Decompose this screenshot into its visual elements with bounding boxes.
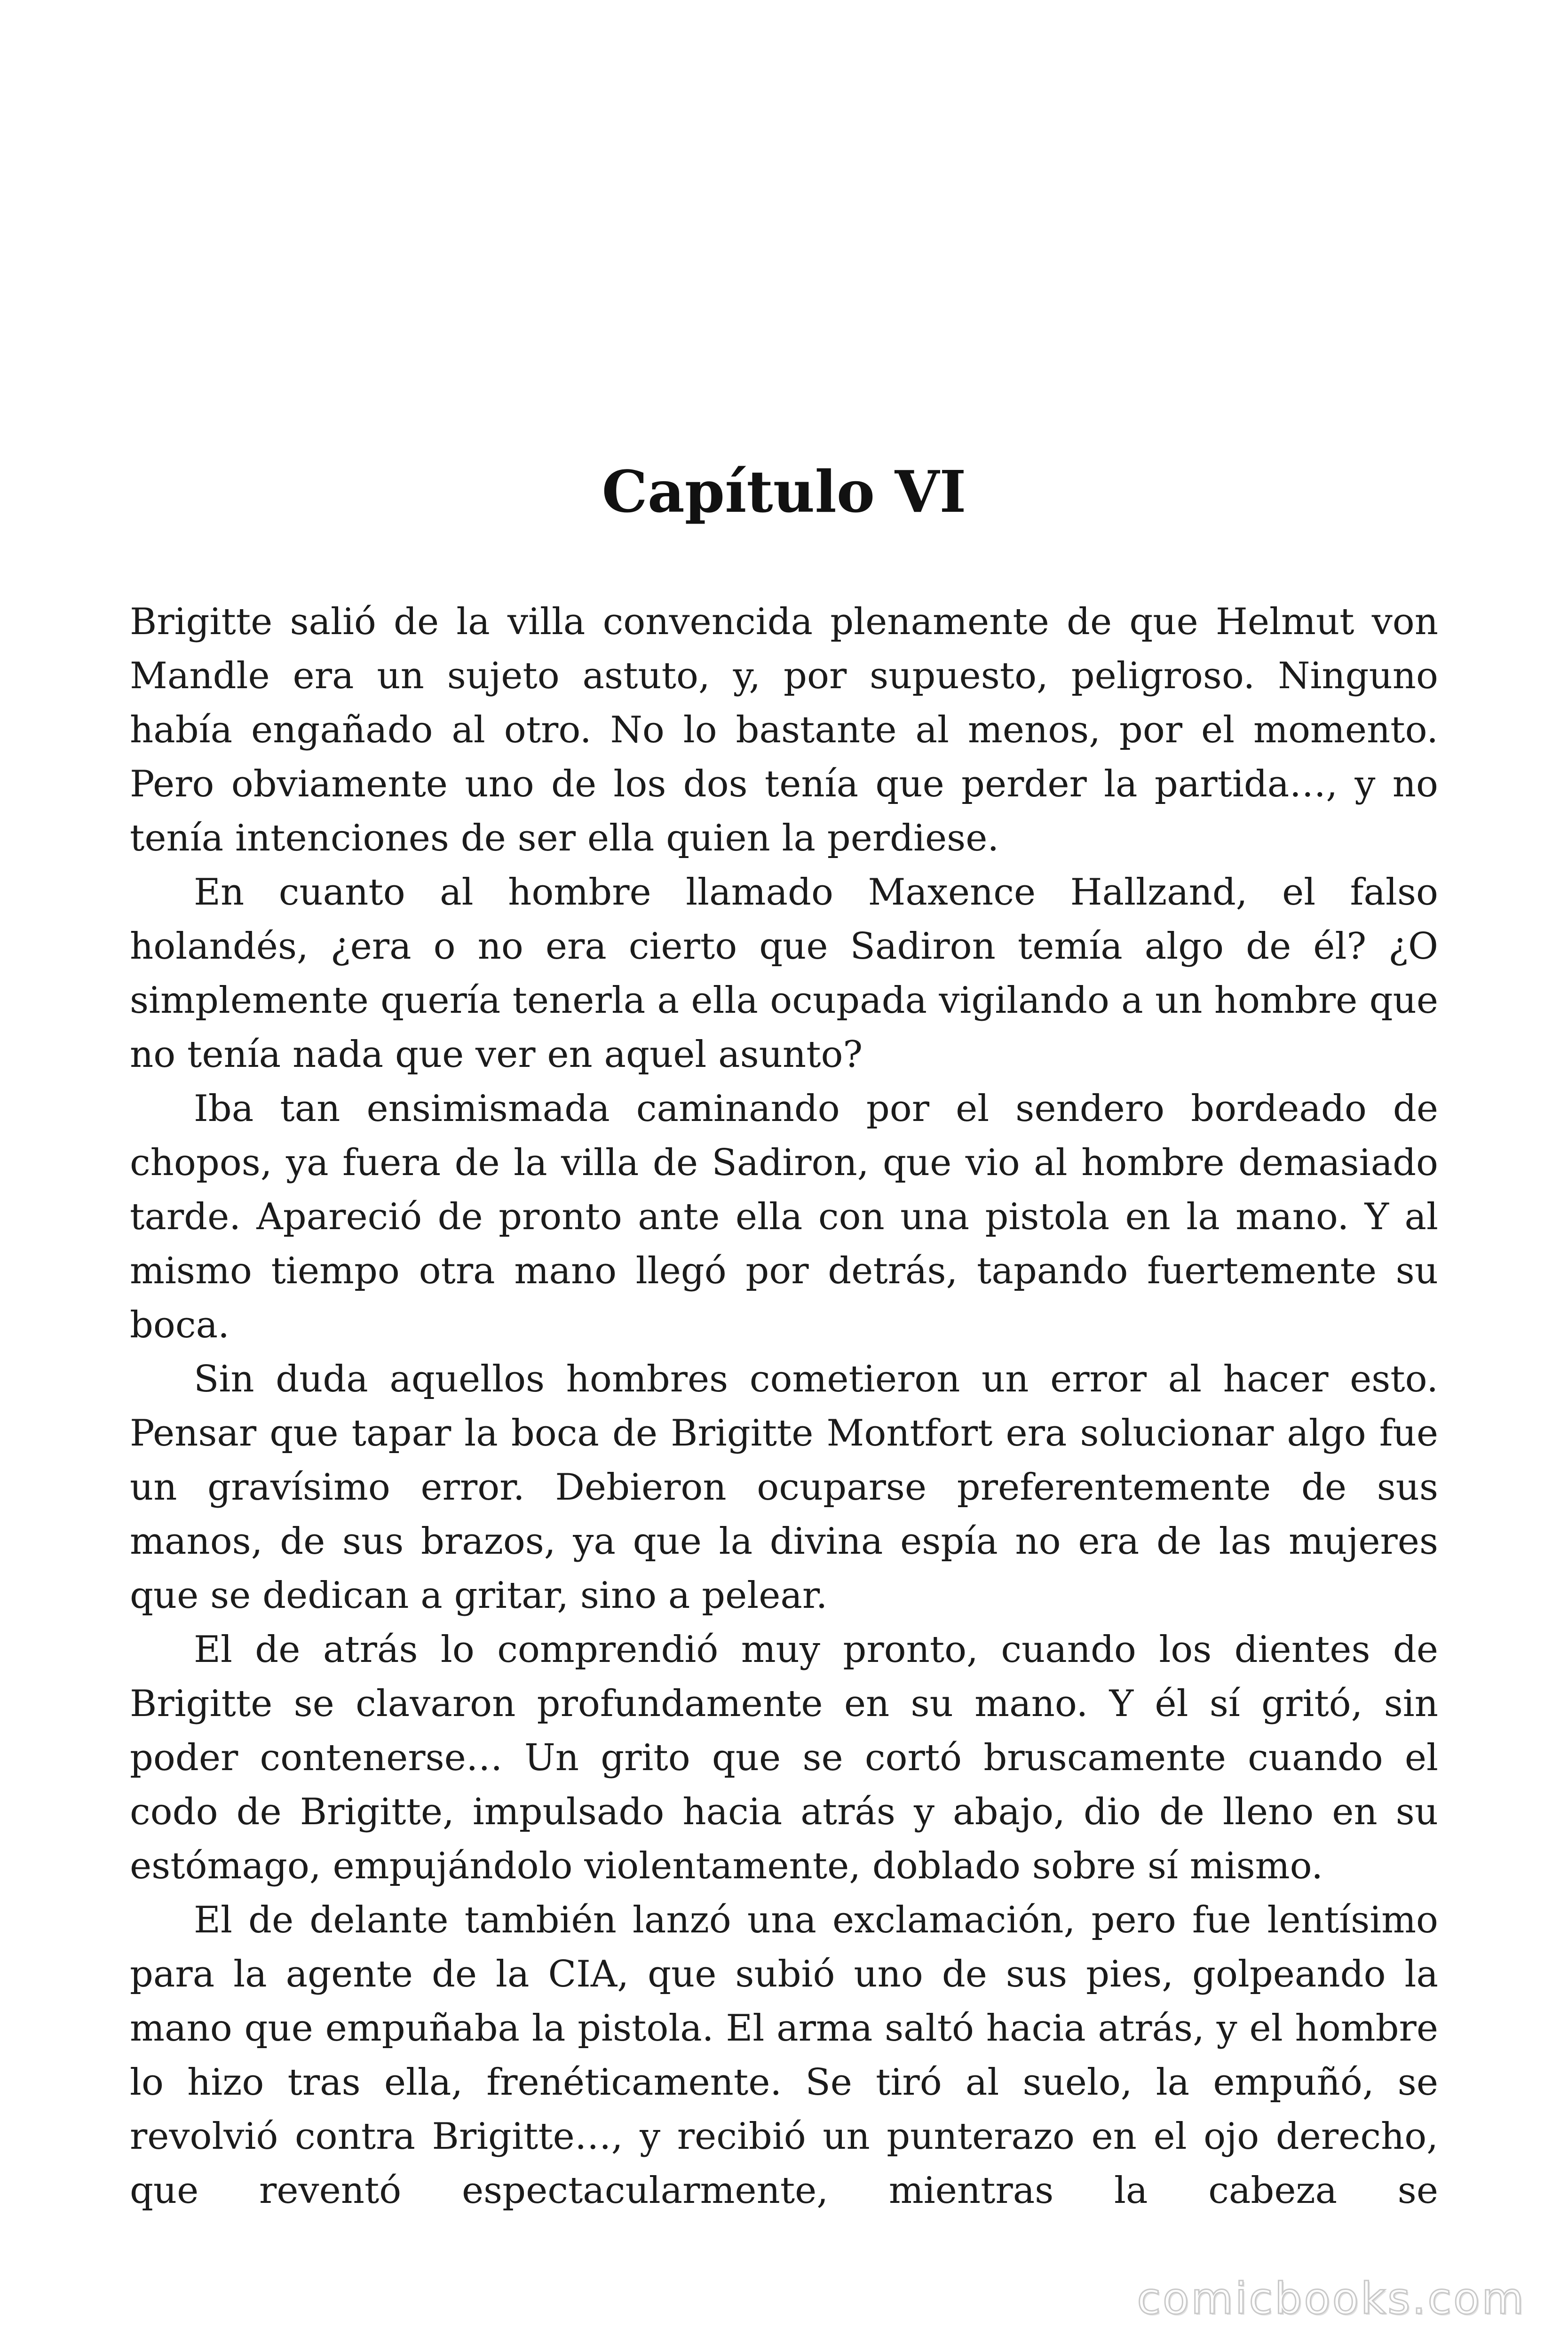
paragraph-3: Iba tan ensimismada caminando por el sendero bordeado de chopos, ya fuera de la villa de Sadiron, que vio al hombre demasiado tarde. Apareció de pronto ante ella con una pistola en la mano. Y al mismo tiempo otra mano llegó por detrás, tapando fuertemente su boca.	[130, 1088, 1438, 1346]
paragraph-4: Sin duda aquellos hombres cometieron un error al hacer esto. Pensar que tapar la boca de Brigitte Montfort era solucionar algo fue un gravísimo error. Debieron ocuparse preferentemente de sus manos, de sus brazos, ya que la divina espía no era de las mujeres que se dedican a gritar, sino a pelear.	[130, 1358, 1438, 1617]
watermark-logo: comicbooks.com	[1137, 2273, 1526, 2324]
paragraph-2: En cuanto al hombre llamado Maxence Hallzand, el falso holandés, ¿era o no era cierto que Sadiron temía algo de él? ¿O simplemente quería tenerla a ella ocupada vigilando a un hombre que no tenía nada que ver en aquel asunto?	[130, 871, 1438, 1076]
paragraph-5: El de atrás lo comprendió muy pronto, cuando los dientes de Brigitte se clavaron profundamente en su mano. Y él sí gritó, sin poder contenerse… Un grito que se cortó bruscamente cuando el codo de Brigitte, impulsado hacia atrás y abajo, dio de lleno en su estómago, empujándolo violentamente, doblado sobre sí mismo.	[130, 1629, 1438, 1887]
chapter-title: Capítulo VI	[602, 458, 966, 525]
paragraph-1: Brigitte salió de la villa convencida plenamente de que Helmut von Mandle era un sujeto astuto, y, por supuesto, peligroso. Ninguno había engañado al otro. No lo bastante al menos, por el momento. Pero obviamente uno de los dos tenía que perder la partida…, y no tenía intenciones de ser ella quien la perdiese.	[130, 601, 1438, 859]
chapter-body	[130, 595, 1438, 2218]
paragraph-6: El de delante también lanzó una exclamación, pero fue lentísimo para la agente de la CIA, que subió uno de sus pies, golpeando la mano que empuñaba la pistola. El arma saltó hacia atrás, y el hombre lo hizo tras ella, frenéticamente. Se tiró al suelo, la empuñó, se revolvió contra Brigitte…, y recibió un punterazo en el ojo derecho, que reventó espectacularmente, mientras la cabeza se	[130, 1899, 1438, 2212]
